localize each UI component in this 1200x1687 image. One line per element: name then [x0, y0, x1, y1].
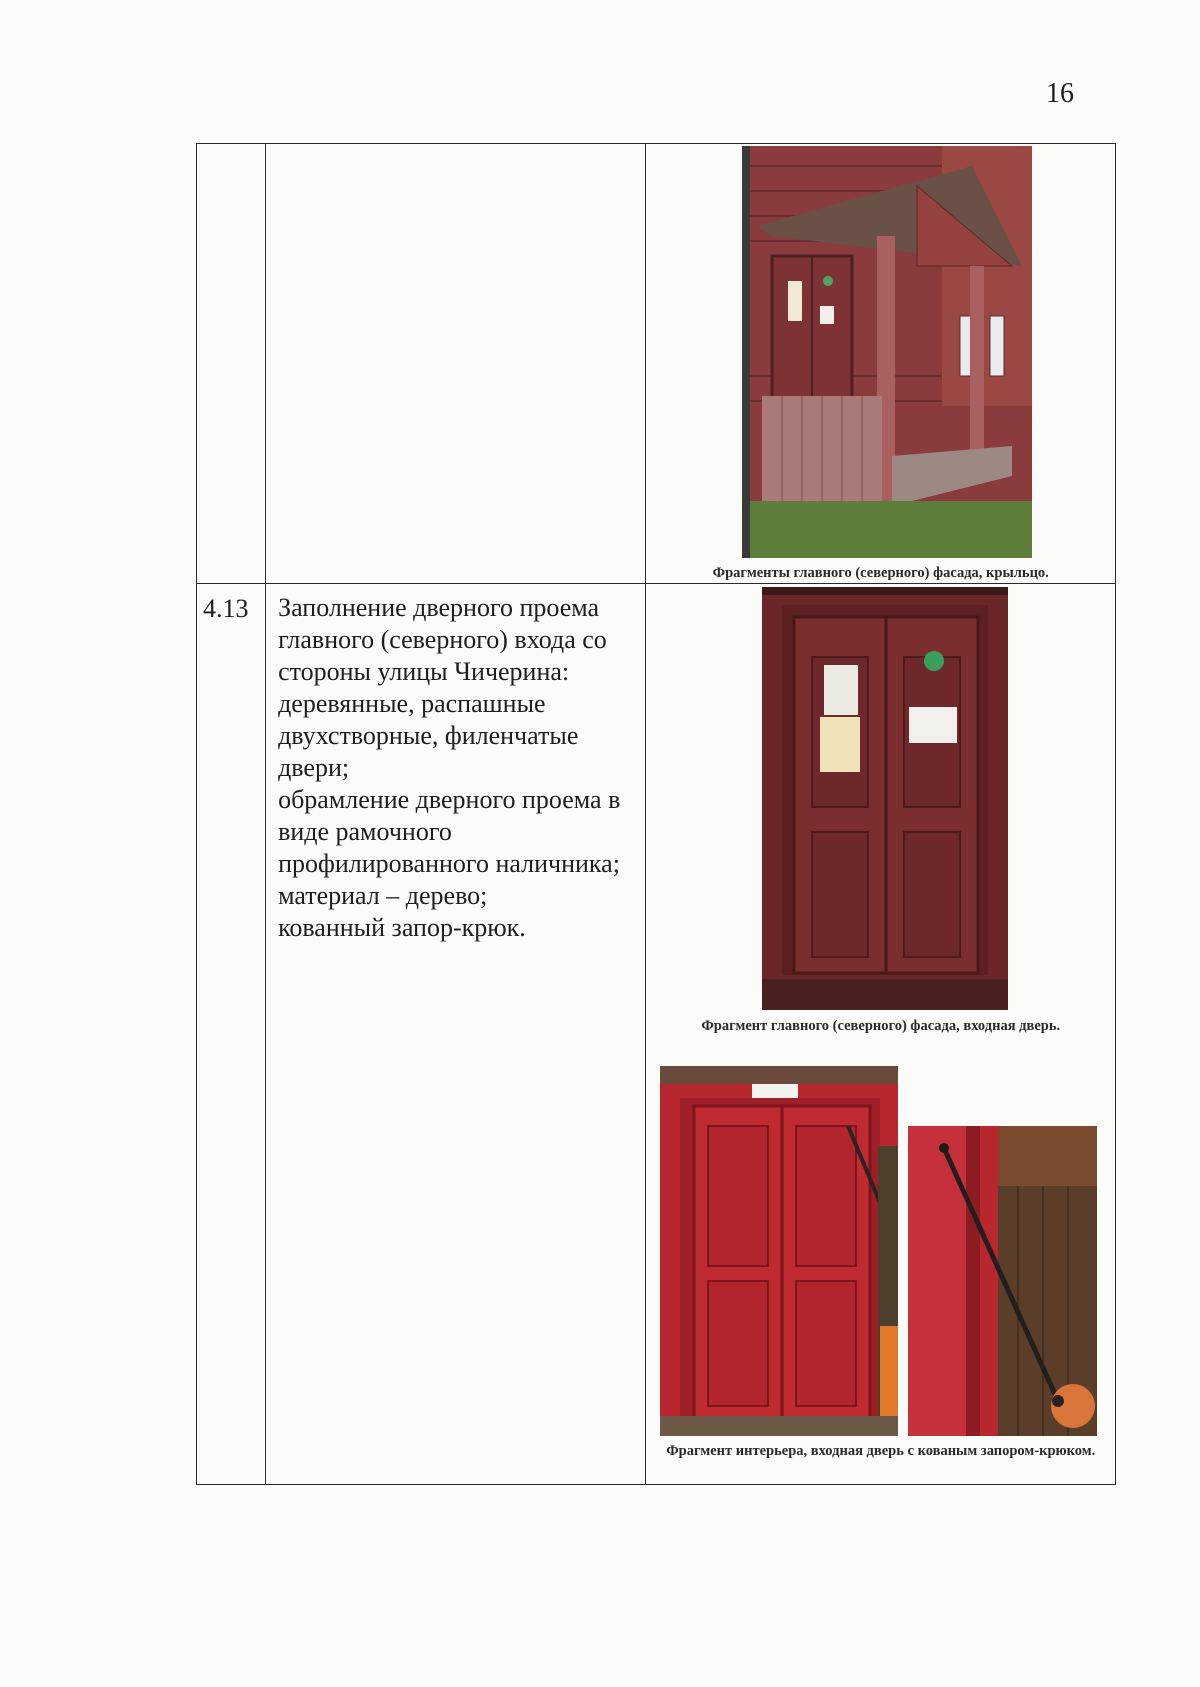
- door-hook-photo: [908, 1126, 1097, 1436]
- photo-cell: [646, 584, 1116, 1485]
- description-cell-empty: [266, 144, 646, 584]
- porch-caption: Фрагменты главного (северного) фасада, крыльцо.: [712, 565, 1049, 581]
- table-row: [197, 584, 1116, 1485]
- interior-door-photo: [660, 1066, 898, 1436]
- entrance-door-caption: Фрагмент главного (северного) фасада, входная дверь.: [701, 1018, 1061, 1034]
- entrance-door-photo: [762, 587, 1008, 1010]
- interior-door-caption: Фрагмент интерьера, входная дверь с кованым запором-крюком.: [666, 1443, 1096, 1459]
- item-number: 4.13: [197, 584, 266, 1485]
- item-description: [266, 584, 646, 1485]
- photo-cell: [646, 144, 1116, 584]
- page-number: 16: [1046, 78, 1074, 109]
- description-paragraph: Заполнение дверного проема главного (северного) входа со стороны улицы Чичерина: деревянные, распашные двухстворные, филенчатые двери;: [278, 593, 607, 782]
- heritage-elements-table: [196, 143, 1116, 1485]
- description-paragraph: кованный запор-крюк.: [278, 913, 526, 942]
- description-paragraph: обрамление дверного проема в виде рамочного профилированного наличника; материал – дерево;: [278, 785, 621, 910]
- number-cell-empty: [197, 144, 266, 584]
- porch-photo: [742, 146, 1032, 558]
- table-row: [197, 144, 1116, 584]
